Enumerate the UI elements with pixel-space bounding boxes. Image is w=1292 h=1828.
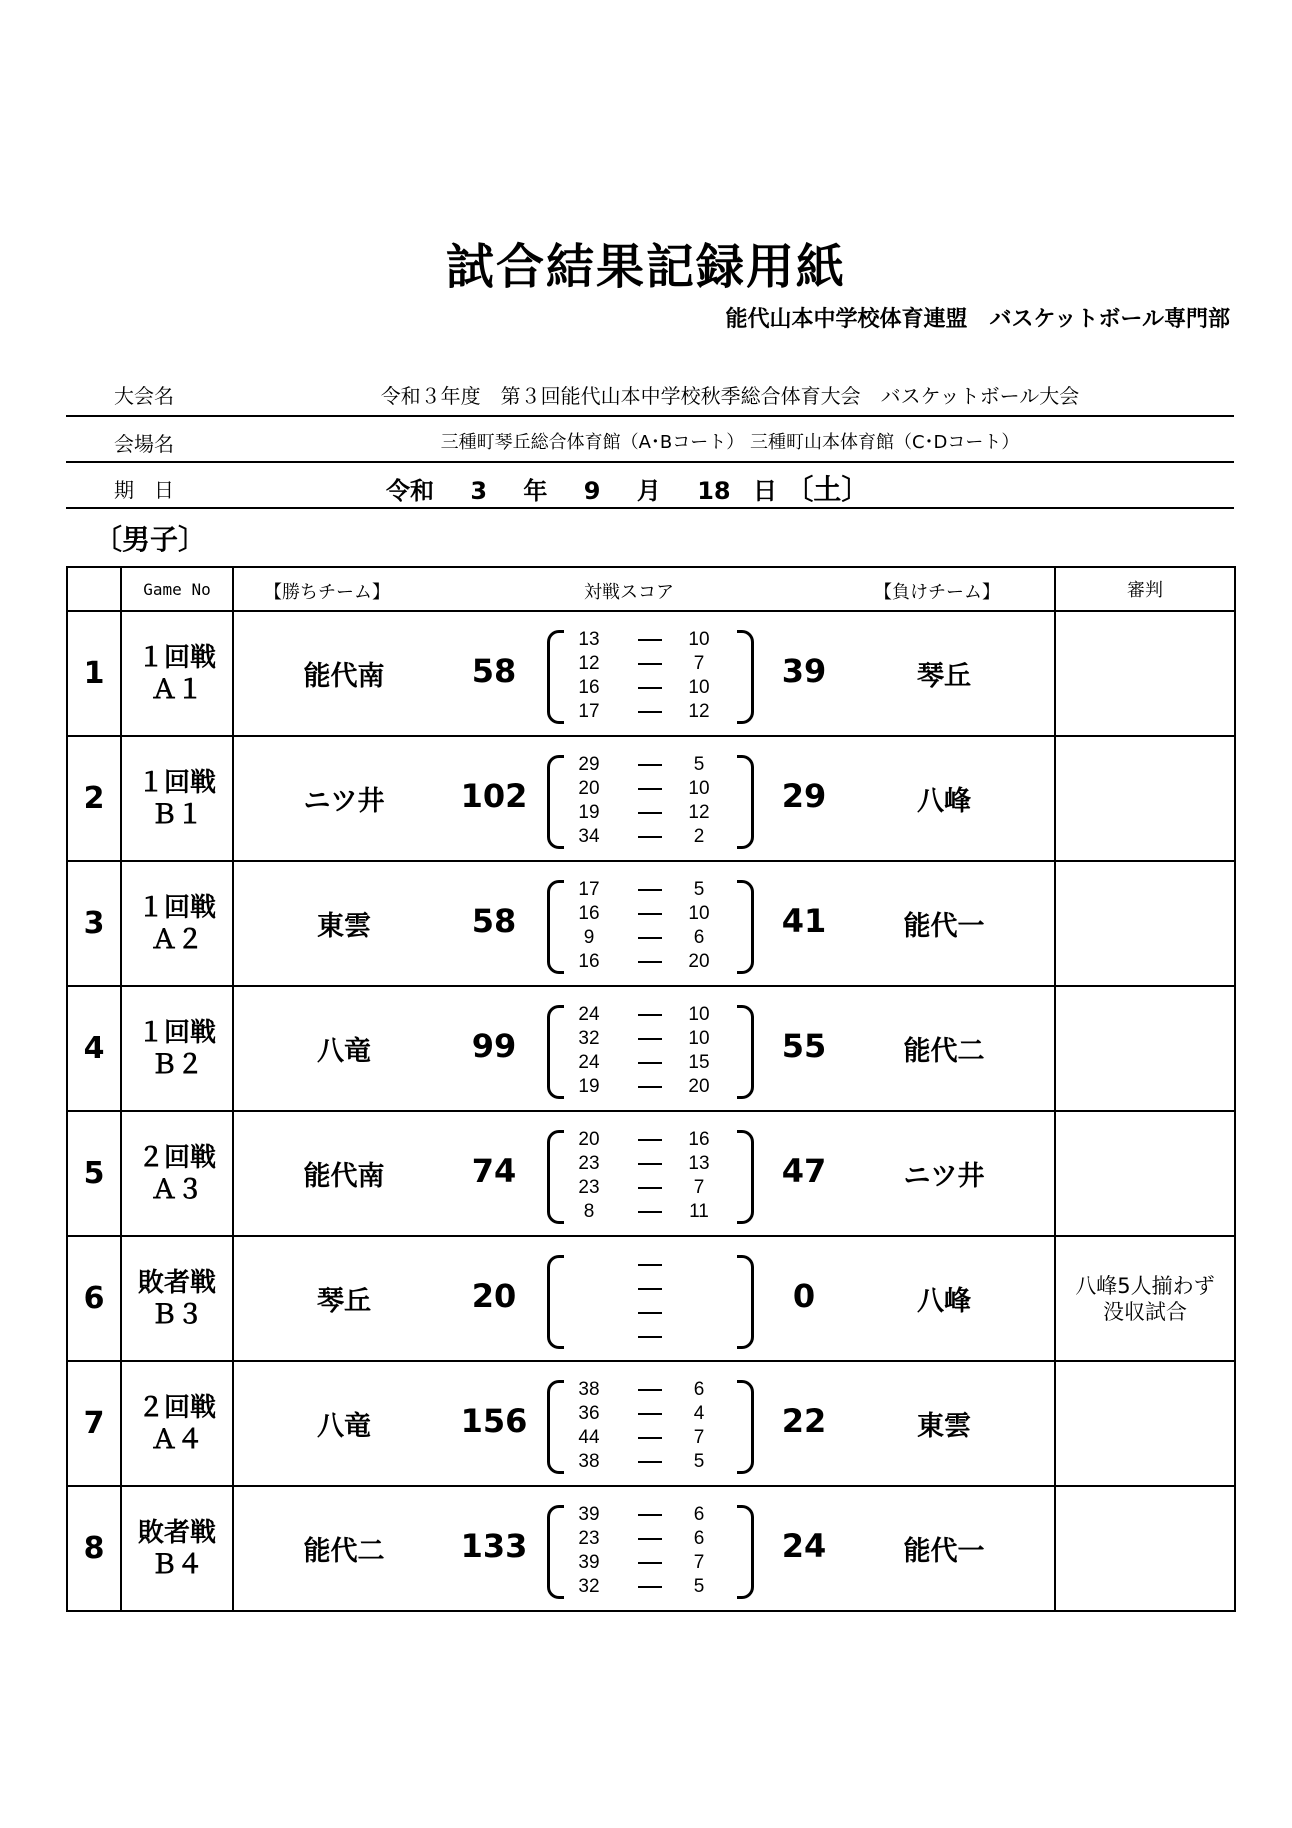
winner-score: 102: [460, 777, 528, 815]
quarter-score: [564, 1300, 734, 1325]
round-name: １回戦: [137, 767, 216, 798]
winner-score: 20: [471, 1277, 517, 1315]
quarter-dash: [638, 1437, 662, 1439]
game-no-cell: [121, 611, 233, 736]
venue-row: [66, 418, 1234, 462]
table-row: [67, 1111, 1235, 1236]
quarter-winner-points: 32: [578, 1576, 600, 1597]
quarter-loser-points: 5: [693, 754, 705, 775]
table-row: [67, 1236, 1235, 1361]
divider: [66, 461, 1234, 463]
quarter-score: [564, 651, 734, 676]
left-bracket: [547, 1130, 564, 1224]
quarter-loser-points: 7: [693, 1552, 705, 1573]
header-loser: 【負けチーム】: [874, 582, 1000, 603]
quarter-score: [564, 1199, 734, 1224]
date-value: [386, 468, 869, 508]
header-winner: 【勝ちチーム】: [264, 582, 390, 603]
date-year: 3: [470, 477, 488, 505]
quarter-dash: [638, 1389, 662, 1391]
winner-score: 99: [471, 1027, 517, 1065]
tournament-value: 令和３年度 第３回能代山本中学校秋季総合体育大会 バスケットボール大会: [380, 384, 1080, 408]
match-cell: [233, 736, 1055, 861]
quarter-dash: [638, 1264, 662, 1266]
quarter-dash: [638, 1139, 662, 1141]
referee-cell: [1055, 1111, 1235, 1236]
divider: [66, 507, 1234, 509]
quarter-loser-points: 6: [693, 1379, 705, 1400]
date-month: 9: [583, 477, 601, 505]
quarter-loser-points: 10: [688, 1028, 710, 1049]
quarter-loser-points: 4: [693, 1403, 705, 1424]
table-row: [67, 1361, 1235, 1486]
loser-team: 東雲: [917, 1411, 971, 1442]
match-cell: [233, 611, 1055, 736]
quarter-loser-points: 20: [688, 1076, 710, 1097]
loser-team: 八峰: [917, 1286, 971, 1317]
game-no-cell: [121, 986, 233, 1111]
loser-team: 能代一: [903, 911, 985, 942]
page-title: 試合結果記録用紙: [445, 239, 846, 295]
quarter-winner-points: 16: [578, 903, 600, 924]
tournament-row: [66, 370, 1234, 414]
quarter-dash: [638, 1461, 662, 1463]
referee-note: 没収試合: [1103, 1299, 1187, 1324]
quarter-winner-points: 9: [583, 927, 595, 948]
quarter-score: [564, 1502, 734, 1527]
loser-score: 0: [792, 1277, 816, 1315]
quarter-score: [564, 1276, 734, 1301]
quarter-winner-points: 32: [578, 1028, 600, 1049]
row-index: 8: [67, 1486, 121, 1611]
quarter-score: [564, 877, 734, 902]
quarter-winner-points: 20: [578, 1129, 600, 1150]
round-name: １回戦: [137, 642, 216, 673]
quarter-loser-points: 6: [693, 1504, 705, 1525]
match-cell: [233, 1361, 1055, 1486]
match-cell: [233, 1486, 1055, 1611]
game-code: Ｂ１: [150, 799, 203, 830]
quarter-winner-points: 39: [578, 1552, 600, 1573]
winner-team: 能代南: [303, 1161, 385, 1192]
quarter-loser-points: 6: [693, 1528, 705, 1549]
quarter-winner-points: 23: [578, 1153, 600, 1174]
quarter-score: [564, 1574, 734, 1599]
loser-score: 47: [781, 1152, 827, 1190]
loser-team: 琴丘: [917, 661, 971, 692]
quarter-dash: [638, 1336, 662, 1338]
right-bracket: [737, 755, 754, 849]
quarter-score: [564, 1127, 734, 1152]
left-bracket: [547, 880, 564, 974]
date-era: 令和: [386, 477, 434, 505]
loser-team: 能代一: [903, 1536, 985, 1567]
quarter-winner-points: 36: [578, 1403, 600, 1424]
left-bracket: [547, 1255, 564, 1349]
right-bracket: [737, 1255, 754, 1349]
quarter-score: [564, 1175, 734, 1200]
quarter-loser-points: 12: [688, 701, 710, 722]
quarter-loser-points: 2: [693, 826, 705, 847]
winner-score: 58: [471, 652, 517, 690]
quarter-score: [564, 1401, 734, 1426]
header-game-no: Game No: [121, 567, 233, 611]
quarter-dash: [638, 1062, 662, 1064]
winner-team: 能代二: [303, 1536, 385, 1567]
left-bracket: [547, 1505, 564, 1599]
quarter-dash: [638, 1586, 662, 1588]
round-name: 敗者戦: [137, 1517, 216, 1548]
table-row: [67, 736, 1235, 861]
loser-score: 22: [781, 1402, 827, 1440]
quarter-dash: [638, 1312, 662, 1314]
quarter-loser-points: 10: [688, 677, 710, 698]
date-row: [66, 464, 1234, 508]
quarter-winner-points: 34: [578, 826, 600, 847]
round-name: ２回戦: [137, 1392, 216, 1423]
right-bracket: [737, 630, 754, 724]
quarter-winner-points: 19: [578, 802, 600, 823]
quarter-dash: [638, 889, 662, 891]
row-index: 1: [67, 611, 121, 736]
quarter-loser-points: 10: [688, 629, 710, 650]
quarter-dash: [638, 764, 662, 766]
right-bracket: [737, 1005, 754, 1099]
quarter-winner-points: 29: [578, 754, 600, 775]
quarter-score: [564, 1002, 734, 1027]
loser-score: 55: [781, 1027, 827, 1065]
quarter-dash: [638, 1562, 662, 1564]
left-bracket: [547, 755, 564, 849]
match-cell: [233, 1236, 1055, 1361]
quarter-winner-points: 23: [578, 1177, 600, 1198]
divider: [66, 415, 1234, 417]
header-match: [233, 567, 1055, 611]
quarter-score: [564, 901, 734, 926]
date-day: 18: [697, 477, 731, 505]
quarter-score: [564, 699, 734, 724]
round-name: １回戦: [137, 892, 216, 923]
row-index: 7: [67, 1361, 121, 1486]
quarter-dash: [638, 1086, 662, 1088]
row-index: 6: [67, 1236, 121, 1361]
row-index: 3: [67, 861, 121, 986]
section-label: 〔男子〕: [94, 523, 207, 556]
left-bracket: [547, 1005, 564, 1099]
row-index: 2: [67, 736, 121, 861]
quarter-dash: [638, 1014, 662, 1016]
quarter-winner-points: 20: [578, 778, 600, 799]
quarter-score: [564, 1425, 734, 1450]
quarter-dash: [638, 663, 662, 665]
winner-score: 133: [460, 1527, 528, 1565]
quarter-winner-points: 17: [578, 879, 600, 900]
referee-note: 八峰5人揃わず: [1075, 1273, 1215, 1298]
quarter-score: [564, 949, 734, 974]
table-row: [67, 611, 1235, 736]
quarter-score: [564, 627, 734, 652]
quarter-dash: [638, 913, 662, 915]
date-month-unit: 月: [636, 477, 661, 505]
quarter-score: [564, 824, 734, 849]
quarter-loser-points: 5: [693, 1451, 705, 1472]
table-row: [67, 861, 1235, 986]
tournament-label: 大会名: [114, 384, 174, 408]
quarter-dash: [638, 961, 662, 963]
venue-value: 三種町琴丘総合体育館（A･Bコート） 三種町山本体育館（C･Dコート）: [440, 432, 1020, 453]
date-day-unit: 日: [752, 477, 777, 505]
game-code: Ａ４: [150, 1424, 203, 1455]
game-no-cell: [121, 1486, 233, 1611]
game-no-cell: [121, 861, 233, 986]
quarter-score: [564, 1151, 734, 1176]
match-cell: [233, 861, 1055, 986]
quarter-dash: [638, 1514, 662, 1516]
quarter-score: [564, 1324, 734, 1349]
quarter-score: [564, 1074, 734, 1099]
match-cell: [233, 1111, 1055, 1236]
right-bracket: [737, 880, 754, 974]
referee-cell: [1055, 1361, 1235, 1486]
organization-name: 能代山本中学校体育連盟 バスケットボール専門部: [725, 307, 1230, 332]
game-no-cell: [121, 1111, 233, 1236]
referee-cell: [1055, 861, 1235, 986]
game-no-cell: [121, 1236, 233, 1361]
date-label: 期 日: [114, 478, 174, 502]
left-bracket: [547, 1380, 564, 1474]
results-table: [66, 566, 1236, 1612]
date-year-unit: 年: [523, 477, 548, 505]
quarter-dash: [638, 711, 662, 713]
table-header-row: [67, 567, 1235, 611]
quarter-winner-points: 39: [578, 1504, 600, 1525]
quarter-score: [564, 1026, 734, 1051]
round-name: 敗者戦: [137, 1267, 216, 1298]
quarter-winner-points: 16: [578, 951, 600, 972]
game-no-cell: [121, 1361, 233, 1486]
referee-cell: [1055, 1236, 1235, 1361]
quarter-dash: [638, 1163, 662, 1165]
quarter-dash: [638, 1187, 662, 1189]
quarter-winner-points: 17: [578, 701, 600, 722]
quarter-winner-points: 44: [578, 1427, 600, 1448]
winner-team: 東雲: [317, 911, 371, 942]
quarter-winner-points: 12: [578, 653, 600, 674]
quarter-loser-points: 7: [693, 1177, 705, 1198]
referee-cell: [1055, 736, 1235, 861]
quarter-loser-points: 16: [688, 1129, 710, 1150]
quarter-winner-points: 23: [578, 1528, 600, 1549]
quarter-dash: [638, 1038, 662, 1040]
quarter-dash: [638, 1538, 662, 1540]
game-code: Ａ２: [150, 924, 203, 955]
game-code: Ｂ３: [150, 1299, 203, 1330]
header-score: 対戦スコア: [584, 582, 674, 603]
quarter-loser-points: 7: [693, 1427, 705, 1448]
right-bracket: [737, 1505, 754, 1599]
row-index: 4: [67, 986, 121, 1111]
referee-cell: [1055, 986, 1235, 1111]
quarter-score: [564, 800, 734, 825]
quarter-score: [564, 675, 734, 700]
game-code: Ｂ４: [150, 1549, 203, 1580]
quarter-score: [564, 925, 734, 950]
quarter-winner-points: 13: [578, 629, 600, 650]
quarter-score: [564, 1550, 734, 1575]
table-row: [67, 986, 1235, 1111]
quarter-winner-points: 24: [578, 1004, 600, 1025]
quarter-score: [564, 1252, 734, 1277]
quarter-score: [564, 1449, 734, 1474]
quarter-loser-points: 10: [688, 1004, 710, 1025]
table-row: [67, 1486, 1235, 1611]
winner-team: ニツ井: [303, 786, 385, 817]
referee-cell: [1055, 611, 1235, 736]
right-bracket: [737, 1380, 754, 1474]
winner-team: 八竜: [317, 1411, 371, 1442]
quarter-loser-points: 7: [693, 653, 705, 674]
loser-score: 24: [781, 1527, 827, 1565]
quarter-winner-points: 8: [583, 1201, 595, 1222]
quarter-loser-points: 10: [688, 778, 710, 799]
quarter-winner-points: 38: [578, 1379, 600, 1400]
quarter-loser-points: 12: [688, 802, 710, 823]
quarter-dash: [638, 937, 662, 939]
game-no-cell: [121, 736, 233, 861]
game-code: Ｂ２: [150, 1049, 203, 1080]
quarter-loser-points: 10: [688, 903, 710, 924]
quarter-score: [564, 1377, 734, 1402]
winner-score: 74: [471, 1152, 517, 1190]
round-name: ２回戦: [137, 1142, 216, 1173]
quarter-dash: [638, 788, 662, 790]
referee-cell: [1055, 1486, 1235, 1611]
date-weekday: 〔土〕: [785, 473, 870, 506]
quarter-score: [564, 752, 734, 777]
quarter-dash: [638, 639, 662, 641]
quarter-loser-points: 5: [693, 879, 705, 900]
winner-team: 八竜: [317, 1036, 371, 1067]
game-code: Ａ１: [150, 674, 203, 705]
quarter-winner-points: 24: [578, 1052, 600, 1073]
loser-team: ニツ井: [903, 1161, 985, 1192]
quarter-winner-points: 19: [578, 1076, 600, 1097]
quarter-loser-points: 11: [689, 1201, 709, 1222]
header-index: [67, 567, 121, 611]
right-bracket: [737, 1130, 754, 1224]
loser-team: 能代二: [903, 1036, 985, 1067]
winner-score: 58: [471, 902, 517, 940]
row-index: 5: [67, 1111, 121, 1236]
winner-team: 能代南: [303, 661, 385, 692]
quarter-dash: [638, 1288, 662, 1290]
quarter-winner-points: 38: [578, 1451, 600, 1472]
winner-score: 156: [460, 1402, 528, 1440]
loser-score: 29: [781, 777, 827, 815]
quarter-loser-points: 6: [693, 927, 705, 948]
header-referee: 審判: [1055, 567, 1235, 611]
quarter-dash: [638, 687, 662, 689]
quarter-score: [564, 1526, 734, 1551]
quarter-dash: [638, 812, 662, 814]
quarter-loser-points: 5: [693, 1576, 705, 1597]
loser-score: 39: [781, 652, 827, 690]
quarter-score: [564, 776, 734, 801]
winner-team: 琴丘: [317, 1286, 371, 1317]
quarter-dash: [638, 836, 662, 838]
left-bracket: [547, 630, 564, 724]
loser-score: 41: [781, 902, 827, 940]
quarter-score: [564, 1050, 734, 1075]
quarter-loser-points: 20: [688, 951, 710, 972]
quarter-loser-points: 15: [688, 1052, 710, 1073]
loser-team: 八峰: [917, 786, 971, 817]
quarter-dash: [638, 1413, 662, 1415]
game-code: Ａ３: [150, 1174, 203, 1205]
match-cell: [233, 986, 1055, 1111]
venue-label: 会場名: [114, 432, 174, 456]
quarter-dash: [638, 1211, 662, 1213]
quarter-loser-points: 13: [688, 1153, 710, 1174]
quarter-winner-points: 16: [578, 677, 600, 698]
round-name: １回戦: [137, 1017, 216, 1048]
